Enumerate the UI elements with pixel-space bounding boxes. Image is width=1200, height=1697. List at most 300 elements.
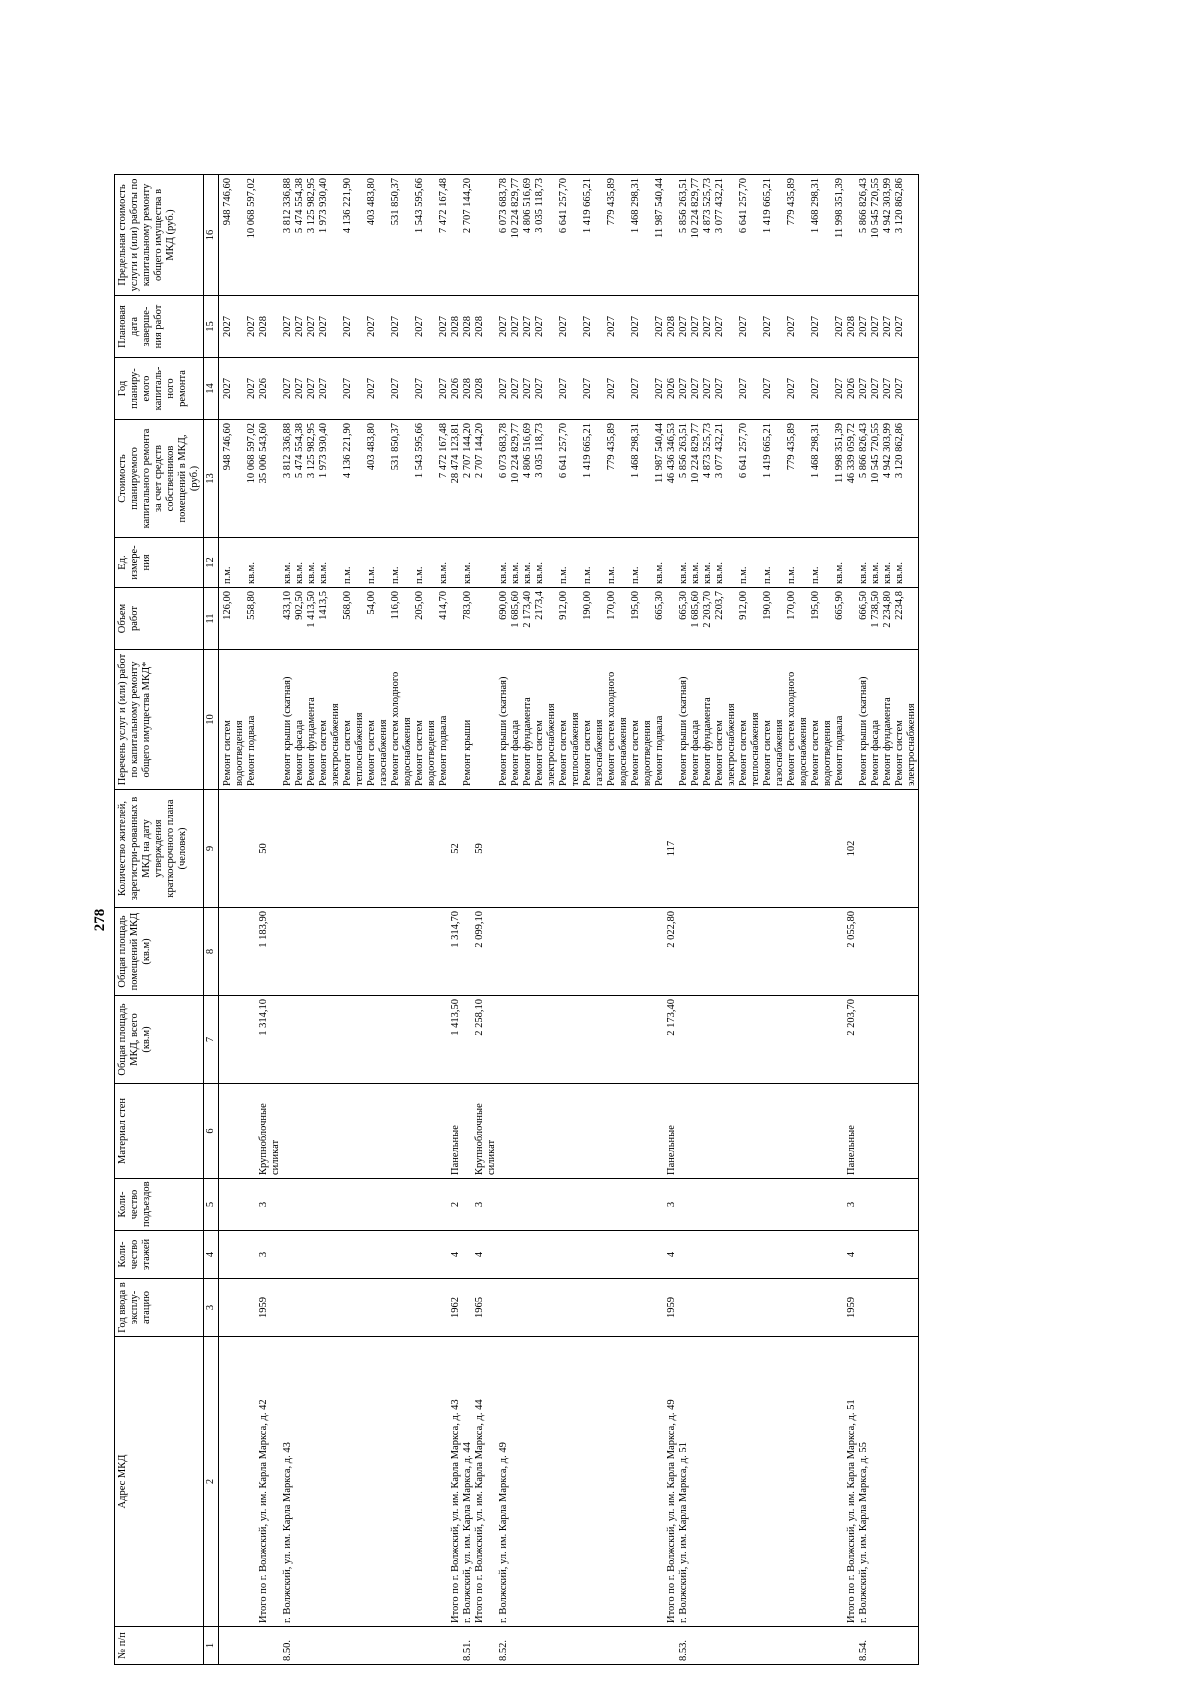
unit-cell: п.м. [762,538,786,588]
residents-cell [318,790,342,908]
unit-cell: п.м. [606,538,630,588]
header-cell: Общая площадь помещений МКД (кв.м) [115,908,204,996]
completion-date-cell: 2027 [606,296,630,358]
wall-material-cell [870,1084,882,1179]
work-type-cell: Ремонт систем электроснабжения [894,650,919,790]
entrances-cell [366,1179,390,1231]
residents-cell [558,790,582,908]
wall-material-cell: Крупноблочные силикат [474,1084,498,1179]
work-volume-cell: 666,50 [858,588,870,650]
entrances-cell: 3 [666,1179,678,1231]
entrances-cell [834,1179,846,1231]
entrances-cell [534,1179,558,1231]
row-number-cell [414,1627,438,1665]
completion-date-cell: 2027 [690,296,702,358]
planned-cost-cell: 10 068 597,02 [246,420,258,538]
commission-year-cell [438,1279,450,1337]
floors-cell [786,1231,810,1279]
planned-cost-cell: 6 073 683,78 [498,420,510,538]
header-cell: Год планиру-емого капиталь-ного ремонта [115,358,204,420]
floors-cell [630,1231,654,1279]
commission-year-cell [219,1279,247,1337]
planned-cost-cell: 3 812 336,88 [282,420,294,538]
address-cell [894,1337,919,1627]
max-cost-cell: 11 987 540,44 [654,175,666,296]
table-row [846,175,858,1665]
table-row [438,175,450,1665]
completion-date-cell: 2027 [342,296,366,358]
unit-cell: п.м. [414,538,438,588]
completion-date-cell: 2027 [246,296,258,358]
total-area-cell [498,996,510,1084]
total-area-cell [738,996,762,1084]
address-cell [690,1337,702,1627]
entrances-cell [678,1179,690,1231]
address-cell: Итого по г. Волжский, ул. им. Карла Маркса, д. 43 [450,1337,462,1627]
repair-year-cell: 2027 [870,358,882,420]
residents-cell: 117 [666,790,678,908]
floors-cell [522,1231,534,1279]
residents-cell: 50 [258,790,282,908]
max-cost-cell: 3 035 118,73 [534,175,558,296]
residents-cell [306,790,318,908]
repair-year-cell: 2027 [510,358,522,420]
work-type-cell [474,650,498,790]
table-row [246,175,258,1665]
unit-cell: кв.м. [690,538,702,588]
work-type-cell: Ремонт крыши (скатная) [858,650,870,790]
premises-area-cell: 2 022,80 [666,908,678,996]
residents-cell [438,790,450,908]
unit-cell: кв.м. [522,538,534,588]
work-volume-cell: 2 234,80 [882,588,894,650]
entrances-cell [702,1179,714,1231]
address-cell [246,1337,258,1627]
wall-material-cell [702,1084,714,1179]
entrances-cell [762,1179,786,1231]
table-row [510,175,522,1665]
wall-material-cell [654,1084,666,1179]
wall-material-cell: Крупноблочные силикат [258,1084,282,1179]
unit-cell: кв.м. [438,538,450,588]
work-volume-cell: 1 738,50 [870,588,882,650]
completion-date-cell: 2027 [882,296,894,358]
planned-cost-cell: 11 987 540,44 [654,420,666,538]
max-cost-cell [450,175,462,296]
commission-year-cell [882,1279,894,1337]
residents-cell [714,790,738,908]
floors-cell [510,1231,522,1279]
floors-cell [246,1231,258,1279]
premises-area-cell [522,908,534,996]
commission-year-cell [714,1279,738,1337]
residents-cell [810,790,834,908]
table-row [894,175,919,1665]
completion-date-cell: 2027 [318,296,342,358]
work-type-cell: Ремонт фасада [510,650,522,790]
planned-cost-cell: 1 468 298,31 [630,420,654,538]
planned-cost-cell: 1 419 665,21 [762,420,786,538]
work-type-cell: Ремонт фундамента [306,650,318,790]
residents-cell [246,790,258,908]
total-area-cell [810,996,834,1084]
commission-year-cell: 1965 [474,1279,498,1337]
commission-year-cell [282,1279,294,1337]
residents-cell [894,790,919,908]
repair-year-cell: 2026 [846,358,858,420]
premises-area-cell [390,908,414,996]
row-number-cell [714,1627,738,1665]
completion-date-cell: 2027 [306,296,318,358]
total-area-cell [462,996,474,1084]
unit-cell: кв.м. [702,538,714,588]
column-number: 9 [204,790,219,908]
repair-year-cell: 2027 [558,358,582,420]
planned-cost-cell: 4 942 303,99 [882,420,894,538]
max-cost-cell: 779 435,89 [786,175,810,296]
header-cell: Общая площадь МКД, всего (кв.м) [115,996,204,1084]
planned-cost-cell: 7 472 167,48 [438,420,450,538]
max-cost-cell: 4 136 221,90 [342,175,366,296]
total-area-cell: 1 314,10 [258,996,282,1084]
total-area-cell [678,996,690,1084]
repair-year-cell: 2027 [306,358,318,420]
max-cost-cell: 4 873 525,73 [702,175,714,296]
column-number: 5 [204,1179,219,1231]
work-type-cell: Ремонт фундамента [522,650,534,790]
row-number-cell [246,1627,258,1665]
completion-date-cell: 2027 [678,296,690,358]
planned-cost-cell: 11 998 351,39 [834,420,846,538]
max-cost-cell [474,175,498,296]
wall-material-cell [294,1084,306,1179]
total-area-cell: 1 413,50 [450,996,462,1084]
row-number-cell [846,1627,858,1665]
header-cell: Объем работ [115,588,204,650]
wall-material-cell [606,1084,630,1179]
residents-cell [690,790,702,908]
max-cost-cell: 10 224 829,77 [690,175,702,296]
address-cell [438,1337,450,1627]
unit-cell: кв.м. [858,538,870,588]
max-cost-cell: 1 543 595,66 [414,175,438,296]
row-number-cell [690,1627,702,1665]
repair-year-cell: 2027 [390,358,414,420]
work-type-cell: Ремонт фасада [690,650,702,790]
premises-area-cell [510,908,522,996]
work-type-cell: Ремонт фундамента [882,650,894,790]
row-number-cell [870,1627,882,1665]
planned-cost-cell: 3 077 432,21 [714,420,738,538]
premises-area-cell [834,908,846,996]
wall-material-cell [306,1084,318,1179]
entrances-cell [738,1179,762,1231]
row-number-cell [702,1627,714,1665]
residents-cell [654,790,666,908]
work-volume-cell: 690,00 [498,588,510,650]
repair-year-cell: 2027 [630,358,654,420]
row-number-cell [834,1627,846,1665]
floors-cell [606,1231,630,1279]
work-type-cell: Ремонт систем водоотведения [414,650,438,790]
premises-area-cell [306,908,318,996]
address-cell [342,1337,366,1627]
premises-area-cell [438,908,450,996]
residents-cell [678,790,690,908]
entrances-cell [606,1179,630,1231]
address-cell [738,1337,762,1627]
repair-year-cell: 2027 [810,358,834,420]
premises-area-cell [462,908,474,996]
work-volume-cell: 2173,4 [534,588,558,650]
completion-date-cell: 2027 [390,296,414,358]
wall-material-cell: Панельные [666,1084,678,1179]
floors-cell: 4 [474,1231,498,1279]
floors-cell [714,1231,738,1279]
entrances-cell [522,1179,534,1231]
work-type-cell: Ремонт систем теплоснабжения [738,650,762,790]
column-number: 2 [204,1337,219,1627]
table-row [318,175,342,1665]
table-row [258,175,282,1665]
column-number: 8 [204,908,219,996]
address-cell: Итого по г. Волжский, ул. им. Карла Маркса, д. 42 [258,1337,282,1627]
work-type-cell [846,650,858,790]
row-number-cell [306,1627,318,1665]
address-cell [534,1337,558,1627]
commission-year-cell [894,1279,919,1337]
residents-cell [534,790,558,908]
repair-year-cell: 2027 [582,358,606,420]
max-cost-cell: 1 468 298,31 [810,175,834,296]
capital-repair-table [114,174,919,1665]
entrances-cell [462,1179,474,1231]
wall-material-cell [690,1084,702,1179]
work-volume-cell: 1413,5 [318,588,342,650]
premises-area-cell [630,908,654,996]
table-row [654,175,666,1665]
commission-year-cell [462,1279,474,1337]
work-volume-cell: 433,10 [282,588,294,650]
total-area-cell [219,996,247,1084]
work-type-cell [666,650,678,790]
wall-material-cell [834,1084,846,1179]
total-area-cell [390,996,414,1084]
entrances-cell [786,1179,810,1231]
column-number: 13 [204,420,219,538]
max-cost-cell: 3 125 982,95 [306,175,318,296]
table-row [474,175,498,1665]
floors-cell [414,1231,438,1279]
address-cell: Итого по г. Волжский, ул. им. Карла Маркса, д. 49 [666,1337,678,1627]
planned-cost-cell: 46 339 059,72 [846,420,858,538]
row-number-cell [738,1627,762,1665]
address-cell [762,1337,786,1627]
table-row [606,175,630,1665]
table-row [666,175,678,1665]
header-cell: Количество жителей, зарегистри-рованных в МКД на дату утверждения краткосрочного плана (человек) [115,790,204,908]
total-area-cell [714,996,738,1084]
repair-year-cell: 2027 [282,358,294,420]
unit-cell: кв.м. [882,538,894,588]
total-area-cell [762,996,786,1084]
row-number-cell [342,1627,366,1665]
floors-cell: 4 [846,1231,858,1279]
residents-cell: 102 [846,790,858,908]
max-cost-cell: 6 073 683,78 [498,175,510,296]
entrances-cell [282,1179,294,1231]
premises-area-cell [894,908,919,996]
completion-date-cell: 2027 [810,296,834,358]
entrances-cell [318,1179,342,1231]
unit-cell: кв.м. [318,538,342,588]
premises-area-cell [690,908,702,996]
work-volume-cell: 665,90 [834,588,846,650]
table-row [858,175,870,1665]
wall-material-cell [858,1084,870,1179]
work-type-cell [450,650,462,790]
premises-area-cell [246,908,258,996]
floors-cell [702,1231,714,1279]
unit-cell: кв.м. [714,538,738,588]
planned-cost-cell: 1 419 665,21 [582,420,606,538]
column-number: 4 [204,1231,219,1279]
table-row [834,175,846,1665]
work-type-cell: Ремонт подвала [654,650,666,790]
work-volume-cell [474,588,498,650]
completion-date-cell: 2027 [534,296,558,358]
work-volume-cell: 205,00 [414,588,438,650]
completion-date-cell: 2028 [450,296,462,358]
row-number-cell [219,1627,247,1665]
commission-year-cell [390,1279,414,1337]
repair-year-cell: 2027 [414,358,438,420]
commission-year-cell [342,1279,366,1337]
address-cell [522,1337,534,1627]
repair-year-cell: 2027 [219,358,247,420]
address-cell: Итого по г. Волжский, ул. им. Карла Маркса, д. 44 [474,1337,498,1627]
unit-cell [846,538,858,588]
wall-material-cell: Панельные [450,1084,462,1179]
wall-material-cell [810,1084,834,1179]
row-number-cell: 8.53. [678,1627,690,1665]
commission-year-cell [738,1279,762,1337]
planned-cost-cell: 35 006 543,60 [258,420,282,538]
repair-year-cell: 2027 [342,358,366,420]
row-number-cell [762,1627,786,1665]
wall-material-cell [738,1084,762,1179]
work-volume-cell [258,588,282,650]
total-area-cell [282,996,294,1084]
row-number-cell [894,1627,919,1665]
residents-cell [606,790,630,908]
work-type-cell: Ремонт подвала [438,650,450,790]
max-cost-cell: 3 077 432,21 [714,175,738,296]
commission-year-cell [582,1279,606,1337]
commission-year-cell [630,1279,654,1337]
commission-year-cell [834,1279,846,1337]
address-cell [810,1337,834,1627]
residents-cell [834,790,846,908]
address-cell: г. Волжский, ул. им. Карла Маркса, д. 43 [282,1337,294,1627]
row-number-cell: 8.52. [498,1627,510,1665]
work-type-cell: Ремонт систем холодного водоснабжения [390,650,414,790]
completion-date-cell: 2027 [366,296,390,358]
max-cost-cell: 1 419 665,21 [762,175,786,296]
planned-cost-cell: 531 850,37 [390,420,414,538]
repair-year-cell: 2027 [654,358,666,420]
planned-cost-cell: 3 120 862,86 [894,420,919,538]
repair-year-cell: 2027 [678,358,690,420]
work-volume-cell: 2203,7 [714,588,738,650]
floors-cell [762,1231,786,1279]
commission-year-cell [858,1279,870,1337]
max-cost-cell: 3 812 336,88 [282,175,294,296]
residents-cell [870,790,882,908]
work-type-cell: Ремонт систем газоснабжения [366,650,390,790]
repair-year-cell: 2026 [666,358,678,420]
table-row [702,175,714,1665]
repair-year-cell: 2028 [474,358,498,420]
wall-material-cell [882,1084,894,1179]
row-number-cell [666,1627,678,1665]
commission-year-cell [870,1279,882,1337]
floors-cell [894,1231,919,1279]
commission-year-cell [498,1279,510,1337]
residents-cell: 52 [450,790,462,908]
work-volume-cell: 190,00 [762,588,786,650]
address-cell [630,1337,654,1627]
total-area-cell [870,996,882,1084]
repair-year-cell: 2027 [834,358,846,420]
unit-cell [258,538,282,588]
floors-cell [498,1231,510,1279]
max-cost-cell: 1 419 665,21 [582,175,606,296]
row-number-cell [258,1627,282,1665]
max-cost-cell: 10 068 597,02 [246,175,258,296]
row-number-cell [882,1627,894,1665]
premises-area-cell [882,908,894,996]
wall-material-cell [390,1084,414,1179]
address-cell: г. Волжский, ул. им. Карла Маркса, д. 49 [498,1337,510,1627]
total-area-cell [654,996,666,1084]
commission-year-cell [654,1279,666,1337]
header-cell: Материал стен [115,1084,204,1179]
address-cell [582,1337,606,1627]
work-volume-cell: 54,00 [366,588,390,650]
planned-cost-cell: 4 873 525,73 [702,420,714,538]
residents-cell [219,790,247,908]
commission-year-cell [534,1279,558,1337]
work-volume-cell [450,588,462,650]
header-cell: № п/п [115,1627,204,1665]
row-number-cell [366,1627,390,1665]
work-volume-cell: 783,00 [462,588,474,650]
entrances-cell [882,1179,894,1231]
premises-area-cell [810,908,834,996]
max-cost-cell: 5 866 826,43 [858,175,870,296]
unit-cell: п.м. [558,538,582,588]
work-type-cell: Ремонт систем газоснабжения [762,650,786,790]
commission-year-cell [810,1279,834,1337]
unit-cell: п.м. [630,538,654,588]
total-area-cell [366,996,390,1084]
max-cost-cell: 2 707 144,20 [462,175,474,296]
table-row [390,175,414,1665]
floors-cell [366,1231,390,1279]
total-area-cell [534,996,558,1084]
commission-year-cell [690,1279,702,1337]
